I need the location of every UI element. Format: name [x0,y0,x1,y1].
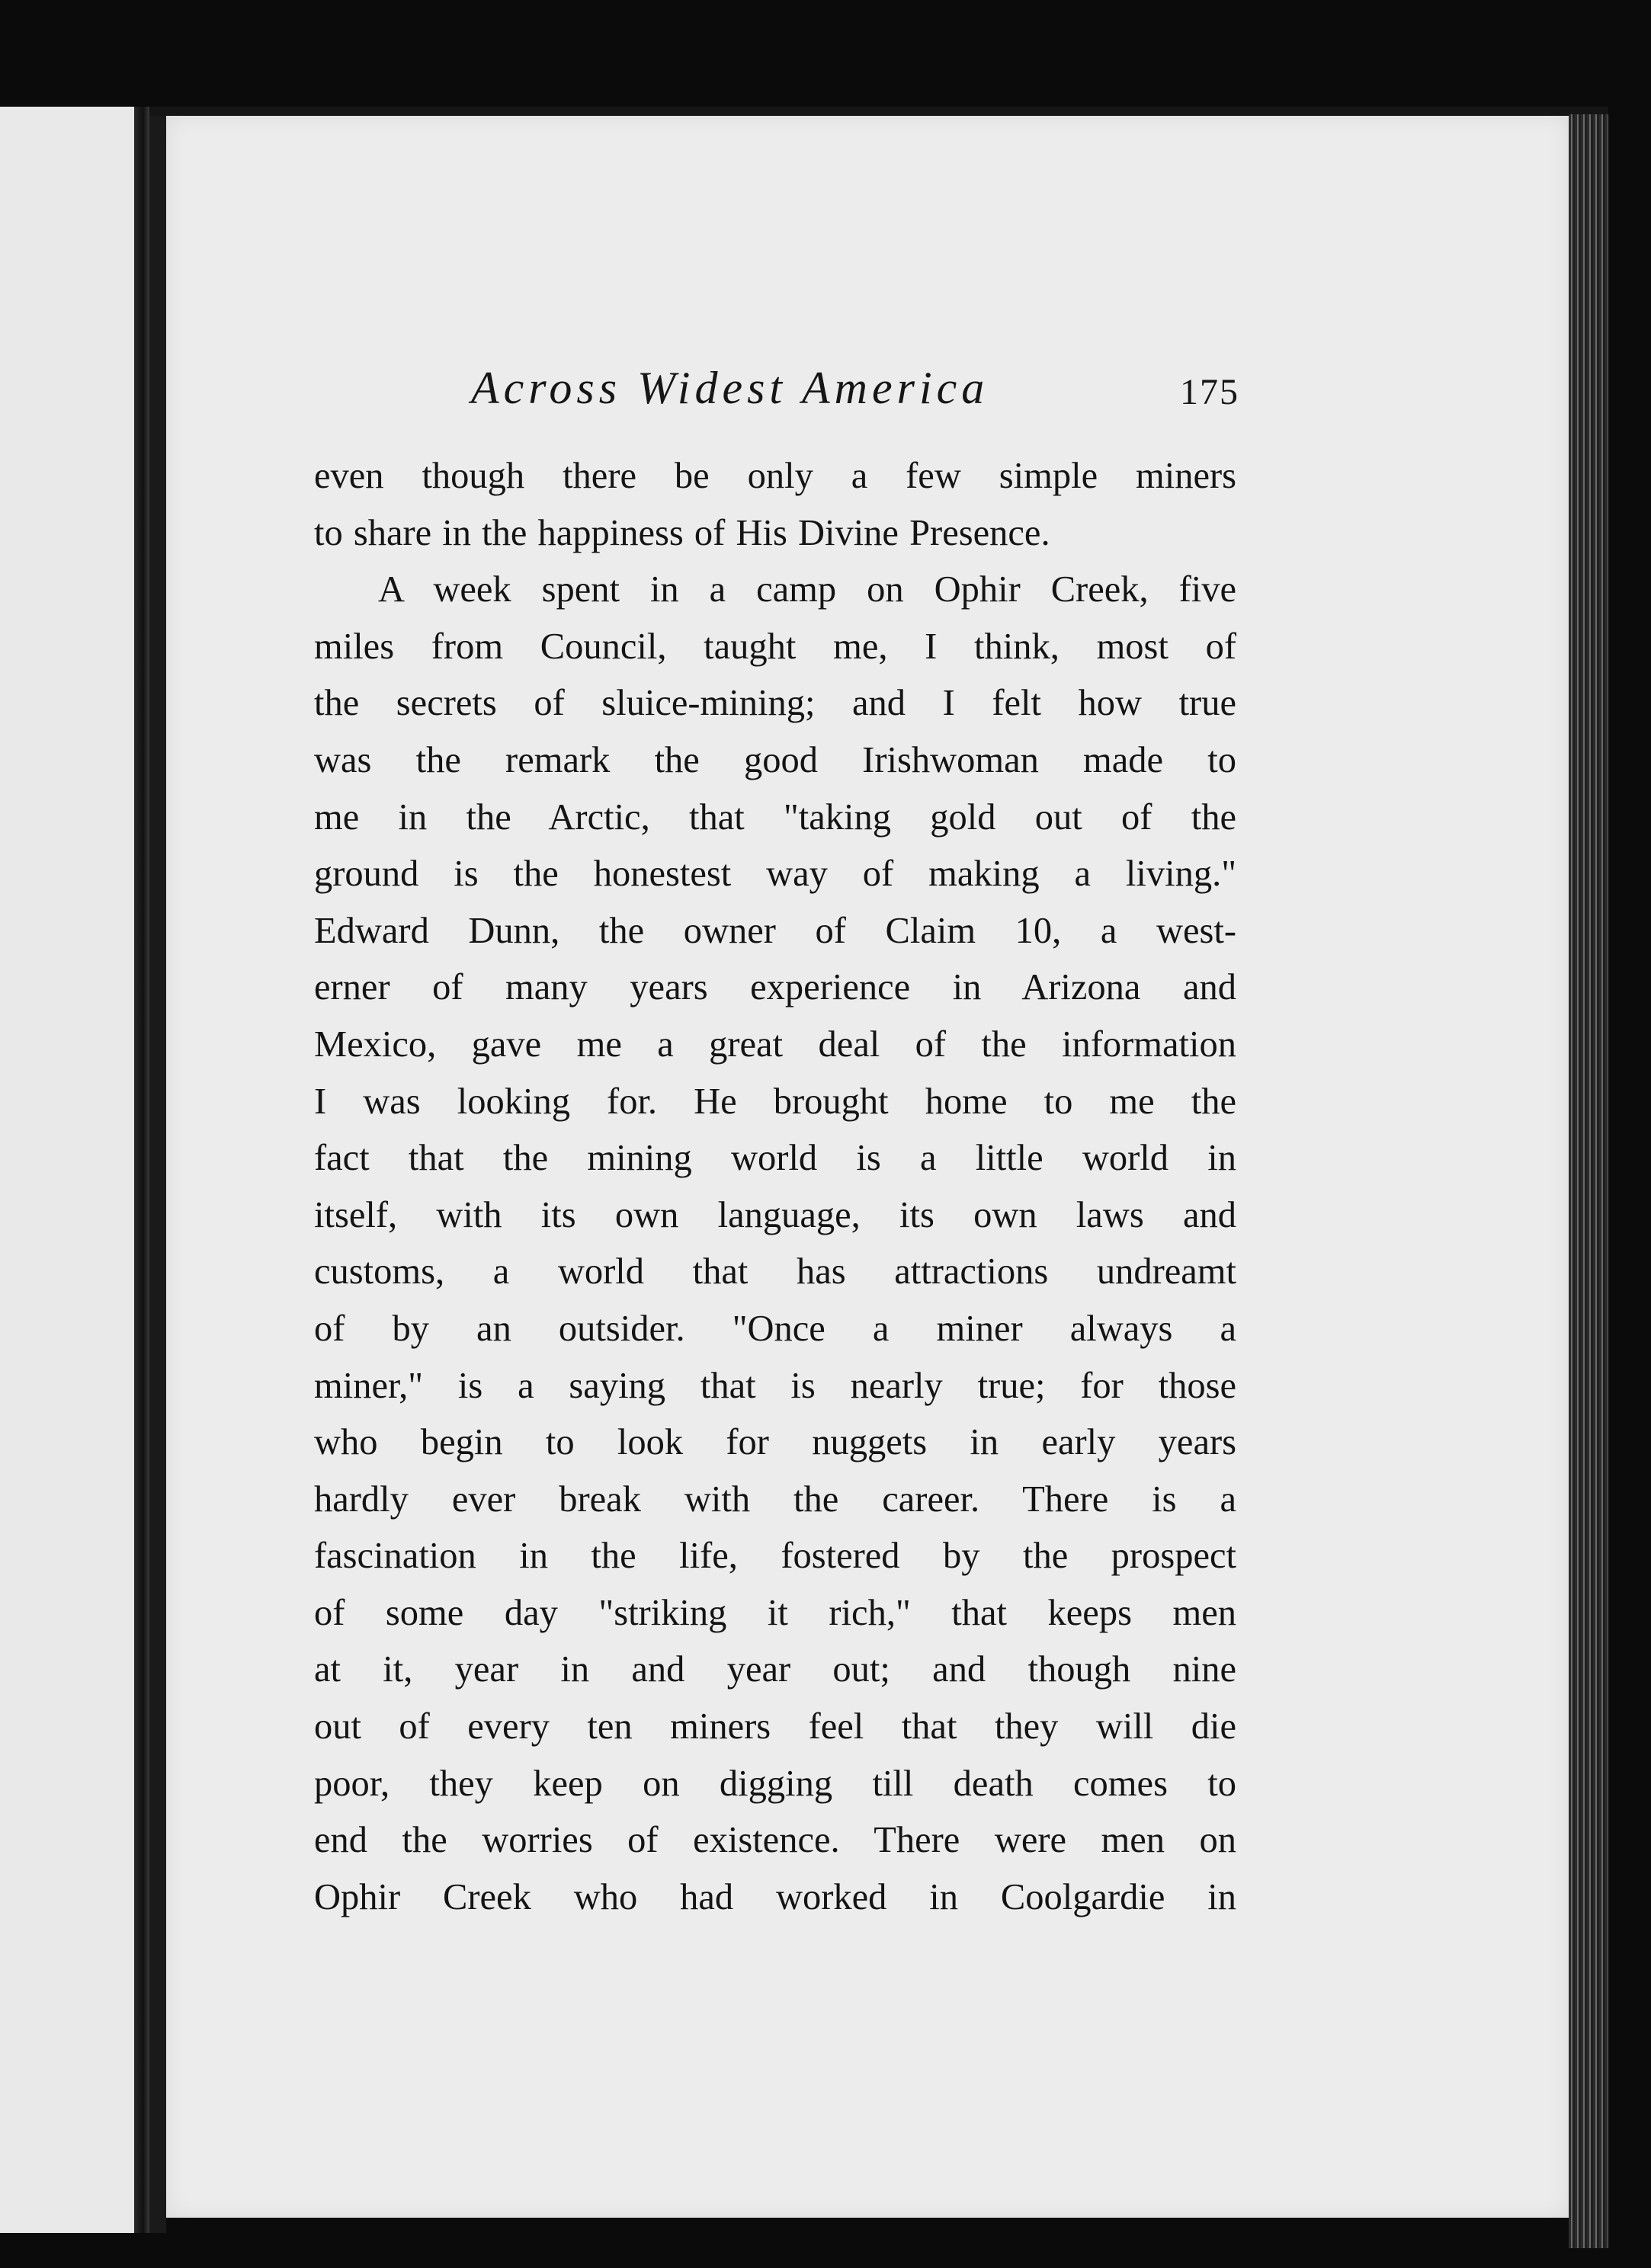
text-line: miner," is a saying that is nearly true; for those [314,1365,1236,1406]
running-title: Across Widest America [471,363,989,413]
text-line: at it, year in and year out; and though nine [314,1649,1236,1690]
text-line: itself, with its own language, its own laws and [314,1194,1236,1235]
text-line: ground is the honestest way of making a living." [314,854,1236,895]
text-line: poor, they keep on digging till death comes to [314,1763,1236,1804]
text-line: Edward Dunn, the owner of Claim 10, a west- [314,910,1236,951]
text-line: end the worries of existence. There were men on [314,1820,1236,1861]
page-number: 175 [1180,372,1239,412]
text-line: was the remark the good Irishwoman made to [314,739,1236,780]
text-line: A week spent in a camp on Ophir Creek, five [378,569,1236,610]
text-line: fact that the mining world is a little world in [314,1138,1236,1179]
text-line: out of every ten miners feel that they will die [314,1706,1236,1747]
text-line: the secrets of sluice-mining; and I felt how true [314,683,1236,724]
text-line: fascination in the life, fostered by the prospect [314,1536,1236,1577]
text-line: even though there be only a few simple miners [314,456,1236,496]
text-line: miles from Council, taught me, I think, most of [314,626,1236,667]
text-line: who begin to look for nuggets in early years [314,1422,1236,1463]
text-line: Mexico, gave me a great deal of the information [314,1023,1236,1065]
text-line: I was looking for. He brought home to me the [314,1081,1236,1122]
page-stack-edge [1569,114,1608,2248]
text-line: me in the Arctic, that "taking gold out of the [314,796,1236,838]
text-line: of some day "striking it rich," that keeps men [314,1592,1236,1633]
text-line: erner of many years experience in Arizona and [314,967,1236,1008]
text-line: hardly ever break with the career. There is a [314,1478,1236,1520]
page-top-shadow [149,107,1608,116]
text-line: to share in the happiness of His Divine Presence. [314,512,1050,553]
text-line: of by an outsider. "Once a miner always a [314,1308,1236,1349]
text-line: customs, a world that has attractions undreamt [314,1251,1236,1293]
body-text [314,448,1236,1926]
running-head [0,362,1651,431]
text-line: Ophir Creek who had worked in Coolgardie in [314,1876,1236,1917]
